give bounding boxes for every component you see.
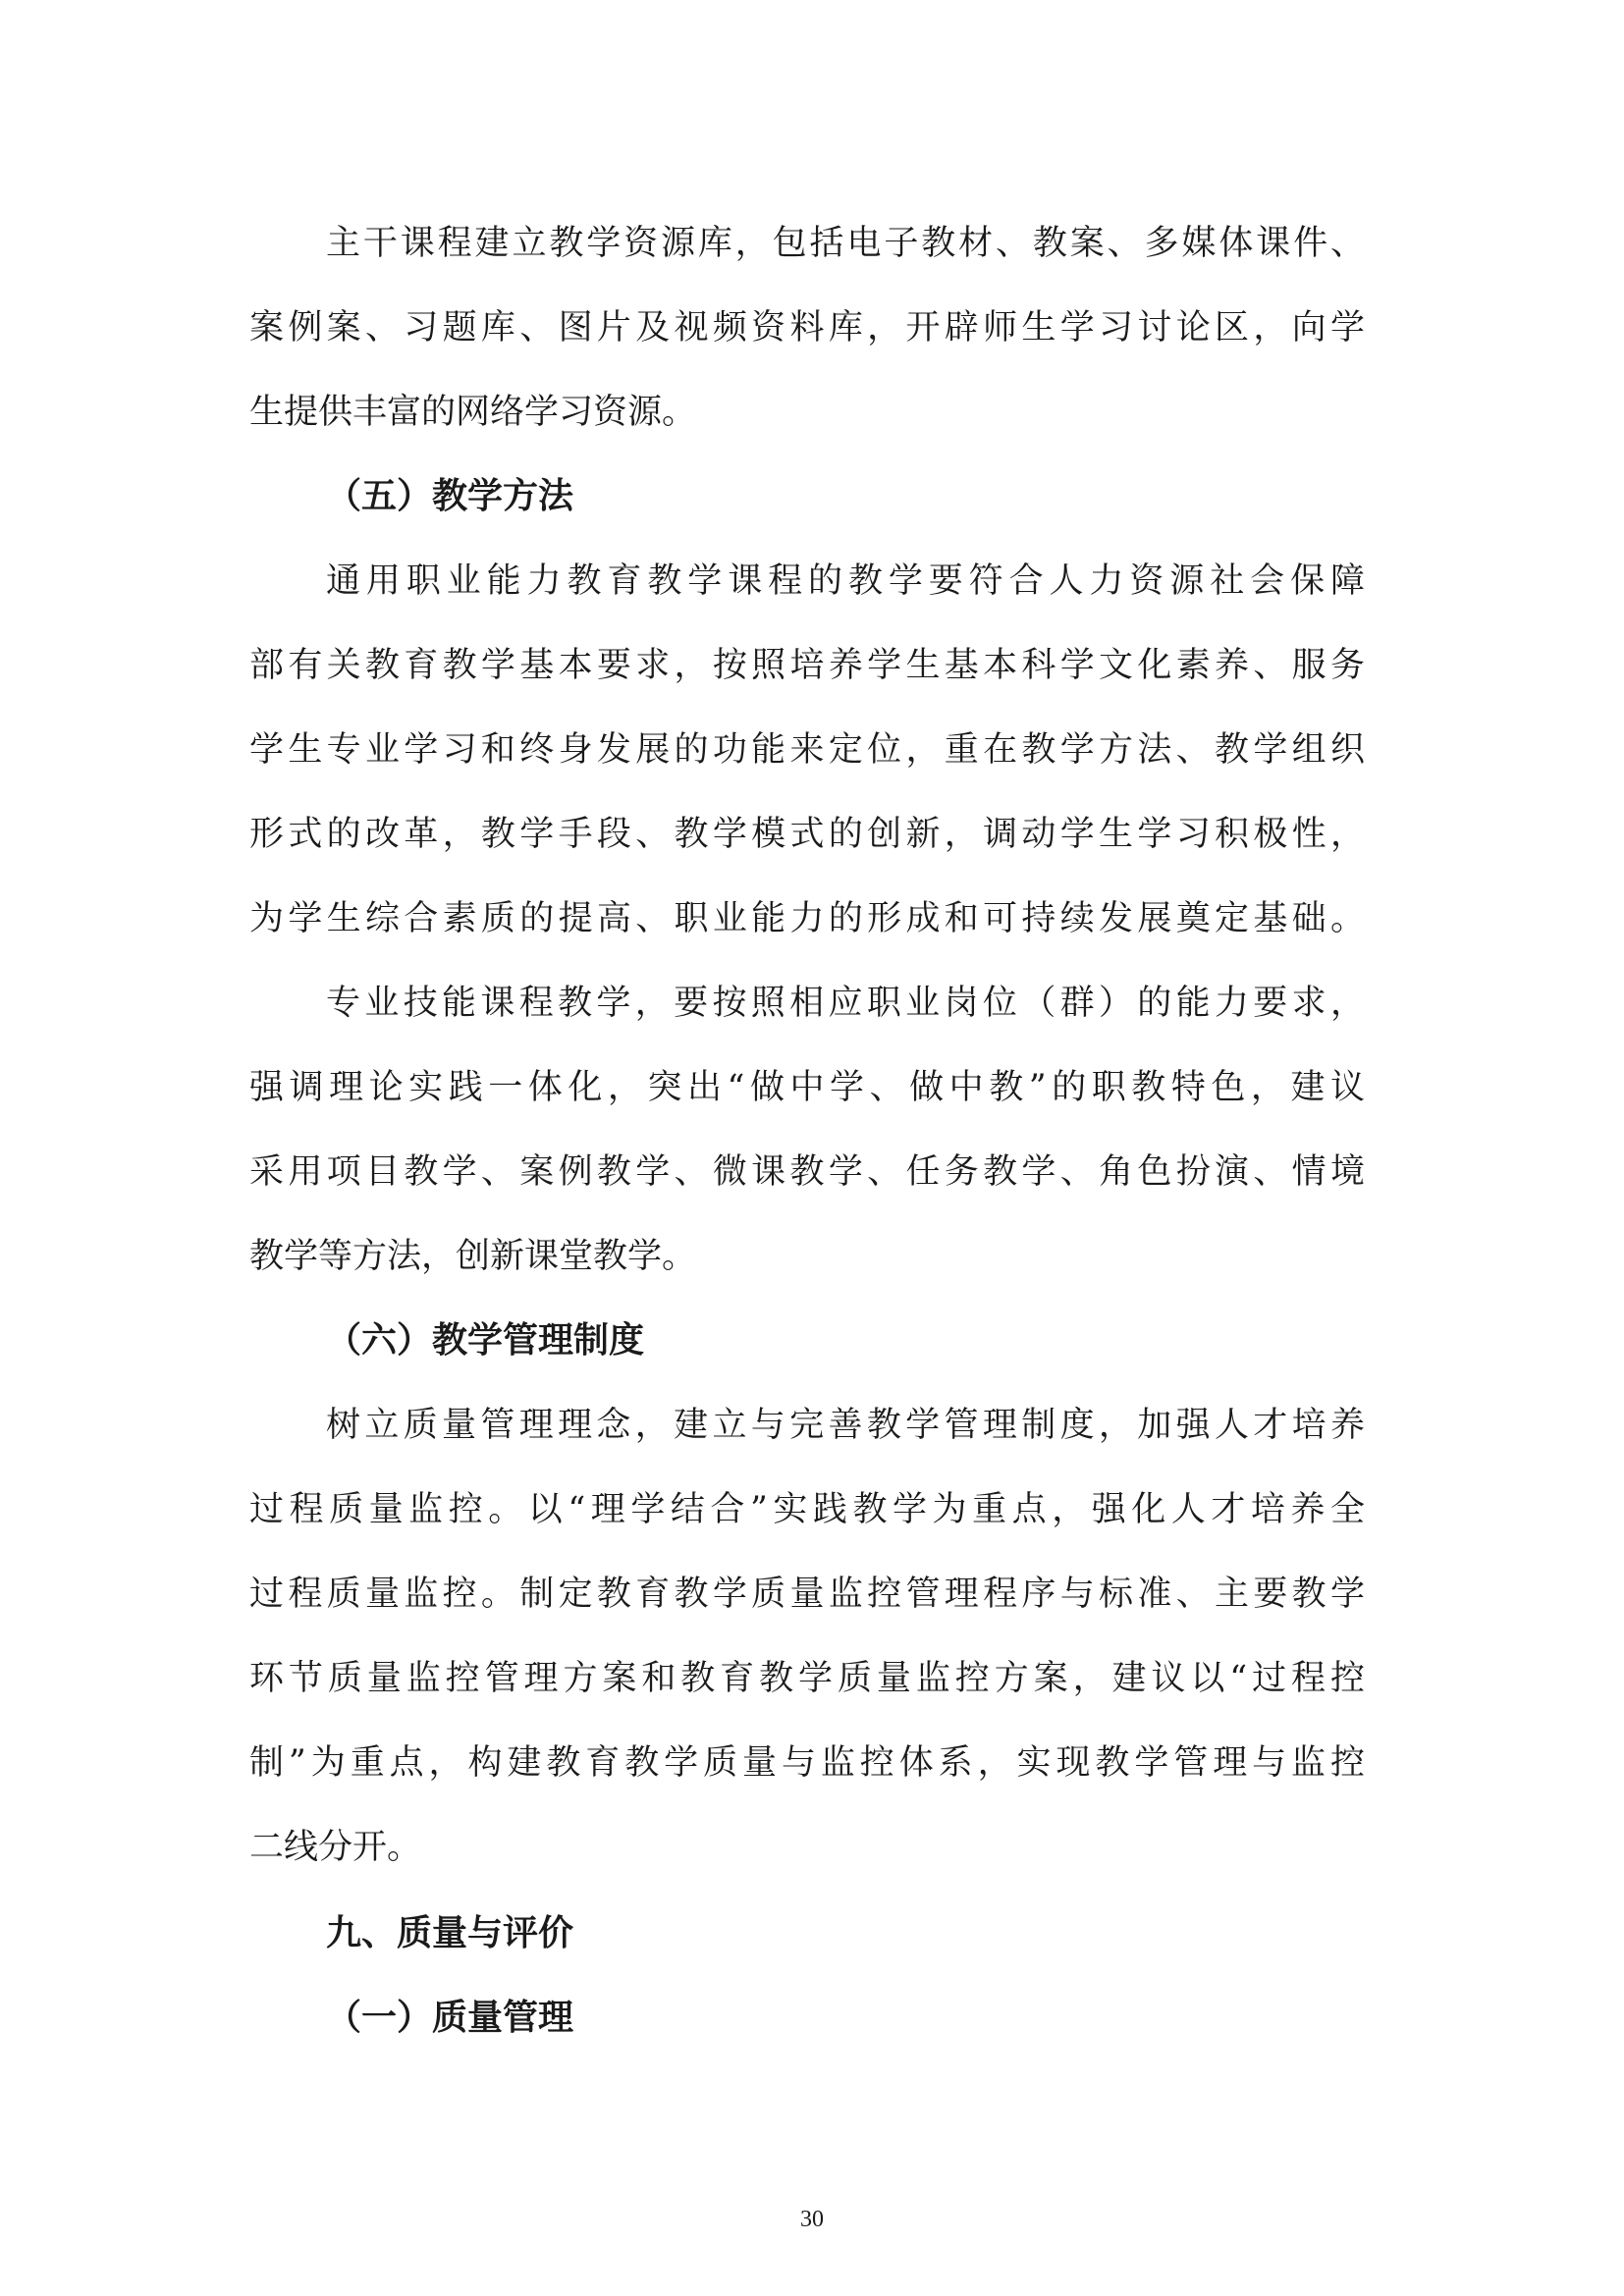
paragraph-line: 采用项目教学、案例教学、微课教学、任务教学、角色扮演、情境 (249, 1152, 1365, 1192)
paragraph-line: 通用职业能力教育教学课程的教学要符合人力资源社会保障 (326, 561, 1365, 601)
subsection-heading-teaching-methods: （五）教学方法 (326, 476, 574, 516)
paragraph-line: 专业技能课程教学，要按照相应职业岗位（群）的能力要求， (326, 984, 1365, 1023)
paragraph-line: 主干课程建立教学资源库，包括电子教材、教案、多媒体课件、 (326, 224, 1365, 263)
paragraph-line: 强调理论实践一体化，突出“做中学、做中教”的职教特色，建议 (249, 1068, 1365, 1107)
subsection-heading-teaching-management: （六）教学管理制度 (326, 1320, 645, 1361)
section-heading-quality-evaluation: 九、质量与评价 (326, 1913, 574, 1953)
paragraph-line: 部有关教育教学基本要求，按照培养学生基本科学文化素养、服务 (249, 646, 1365, 685)
paragraph-line: 树立质量管理理念，建立与完善教学管理制度，加强人才培养 (326, 1406, 1365, 1445)
paragraph-line: 教学等方法，创新课堂教学。 (249, 1237, 697, 1276)
paragraph-line: 案例案、习题库、图片及视频资料库，开辟师生学习讨论区，向学 (249, 308, 1365, 347)
paragraph-line: 学生专业学习和终身发展的功能来定位，重在教学方法、教学组织 (249, 730, 1365, 770)
paragraph-line: 环节质量监控管理方案和教育教学质量监控方案，建议以“过程控 (249, 1659, 1365, 1698)
subsection-heading-quality-management: （一）质量管理 (326, 1998, 574, 2038)
paragraph-line: 过程质量监控。制定教育教学质量监控管理程序与标准、主要教学 (249, 1575, 1365, 1614)
paragraph-line: 制”为重点，构建教育教学质量与监控体系，实现教学管理与监控 (249, 1743, 1365, 1783)
paragraph-line: 形式的改革，教学手段、教学模式的创新，调动学生学习积极性， (249, 815, 1365, 854)
paragraph-line: 二线分开。 (249, 1828, 422, 1867)
page-number: 30 (800, 2207, 824, 2232)
paragraph-line: 过程质量监控。以“理学结合”实践教学为重点，强化人才培养全 (249, 1490, 1365, 1529)
paragraph-line: 为学生综合素质的提高、职业能力的形成和可持续发展奠定基础。 (249, 899, 1365, 938)
paragraph-line: 生提供丰富的网络学习资源。 (249, 393, 697, 432)
